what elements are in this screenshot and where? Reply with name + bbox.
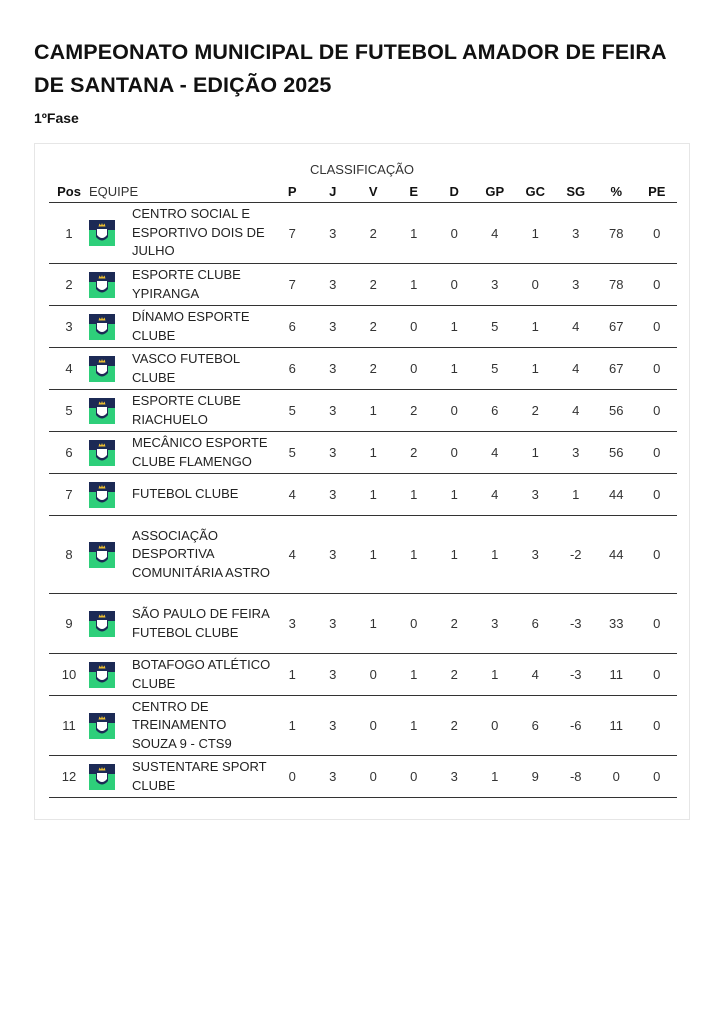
team-crest-icon — [89, 611, 115, 637]
row-badge — [89, 474, 132, 516]
row-goals-for: 4 — [475, 432, 516, 474]
table-row — [49, 390, 677, 432]
header-percentage: % — [596, 180, 637, 203]
row-team: CENTRO SOCIAL E ESPORTIVO DOIS DE JULHO — [132, 203, 272, 264]
row-goals-against: 6 — [515, 696, 556, 756]
row-team: DÍNAMO ESPORTE CLUBE — [132, 306, 272, 348]
row-points: 7 — [272, 264, 313, 306]
team-crest-icon — [89, 542, 115, 568]
row-points: 6 — [272, 306, 313, 348]
row-pe: 0 — [637, 264, 678, 306]
row-goal-difference: 4 — [556, 348, 597, 390]
row-goals-against: 6 — [515, 594, 556, 654]
row-team: SUSTENTARE SPORT CLUBE — [132, 756, 272, 798]
table-row — [49, 594, 677, 654]
row-goals-against: 3 — [515, 474, 556, 516]
row-pe: 0 — [637, 348, 678, 390]
row-goals-for: 3 — [475, 594, 516, 654]
team-crest-icon — [89, 272, 115, 298]
row-goal-difference: -2 — [556, 516, 597, 594]
header-points: P — [272, 180, 313, 203]
row-team: ESPORTE CLUBE RIACHUELO — [132, 390, 272, 432]
row-pe: 0 — [637, 756, 678, 798]
table-row — [49, 203, 677, 264]
row-percentage: 56 — [596, 390, 637, 432]
row-pe: 0 — [637, 696, 678, 756]
row-points: 4 — [272, 516, 313, 594]
row-losses: 1 — [434, 306, 475, 348]
row-points: 5 — [272, 390, 313, 432]
row-goal-difference: 4 — [556, 306, 597, 348]
team-crest-icon — [89, 398, 115, 424]
row-goal-difference: 3 — [556, 203, 597, 264]
team-crest-icon — [89, 314, 115, 340]
row-goals-against: 1 — [515, 306, 556, 348]
header-row — [49, 180, 677, 203]
row-points: 4 — [272, 474, 313, 516]
row-goal-difference: 3 — [556, 432, 597, 474]
row-pe: 0 — [637, 516, 678, 594]
row-wins: 0 — [353, 756, 394, 798]
row-losses: 0 — [434, 203, 475, 264]
row-wins: 2 — [353, 348, 394, 390]
table-row — [49, 432, 677, 474]
row-losses: 1 — [434, 474, 475, 516]
team-crest-icon — [89, 662, 115, 688]
row-team: ESPORTE CLUBE YPIRANGA — [132, 264, 272, 306]
row-pe: 0 — [637, 306, 678, 348]
row-losses: 1 — [434, 516, 475, 594]
row-wins: 1 — [353, 594, 394, 654]
row-goals-for: 4 — [475, 203, 516, 264]
row-wins: 1 — [353, 390, 394, 432]
row-badge — [89, 432, 132, 474]
row-wins: 0 — [353, 654, 394, 696]
row-pos: 9 — [49, 594, 89, 654]
row-losses: 2 — [434, 654, 475, 696]
row-percentage: 44 — [596, 474, 637, 516]
row-percentage: 78 — [596, 264, 637, 306]
header-wins: V — [353, 180, 394, 203]
row-pe: 0 — [637, 474, 678, 516]
row-goal-difference: 1 — [556, 474, 597, 516]
row-pos: 8 — [49, 516, 89, 594]
row-draws: 1 — [394, 264, 435, 306]
table-row — [49, 306, 677, 348]
table-row — [49, 756, 677, 798]
header-goals-for: GP — [475, 180, 516, 203]
row-draws: 1 — [394, 516, 435, 594]
row-team: VASCO FUTEBOL CLUBE — [132, 348, 272, 390]
row-goal-difference: 3 — [556, 264, 597, 306]
row-losses: 2 — [434, 594, 475, 654]
row-games: 3 — [313, 432, 354, 474]
row-draws: 1 — [394, 654, 435, 696]
team-crest-icon — [89, 713, 115, 739]
row-games: 3 — [313, 203, 354, 264]
row-percentage: 33 — [596, 594, 637, 654]
phase-label: 1ºFase — [34, 110, 79, 126]
row-wins: 0 — [353, 696, 394, 756]
row-wins: 1 — [353, 516, 394, 594]
row-team: FUTEBOL CLUBE — [132, 474, 272, 516]
row-points: 6 — [272, 348, 313, 390]
row-draws: 0 — [394, 756, 435, 798]
row-games: 3 — [313, 390, 354, 432]
header-goals-against: GC — [515, 180, 556, 203]
row-games: 3 — [313, 306, 354, 348]
row-badge — [89, 348, 132, 390]
row-percentage: 11 — [596, 696, 637, 756]
row-team: SÃO PAULO DE FEIRA FUTEBOL CLUBE — [132, 594, 272, 654]
row-badge — [89, 516, 132, 594]
row-badge — [89, 203, 132, 264]
row-pe: 0 — [637, 594, 678, 654]
row-goals-for: 1 — [475, 756, 516, 798]
row-team: MECÂNICO ESPORTE CLUBE FLAMENGO — [132, 432, 272, 474]
row-draws: 1 — [394, 203, 435, 264]
row-badge — [89, 306, 132, 348]
header-games: J — [313, 180, 354, 203]
row-goal-difference: -8 — [556, 756, 597, 798]
team-crest-icon — [89, 356, 115, 382]
row-goals-for: 1 — [475, 654, 516, 696]
row-games: 3 — [313, 474, 354, 516]
row-pos: 3 — [49, 306, 89, 348]
row-goal-difference: -3 — [556, 594, 597, 654]
table-row — [49, 264, 677, 306]
team-crest-icon — [89, 764, 115, 790]
row-pe: 0 — [637, 432, 678, 474]
row-losses: 3 — [434, 756, 475, 798]
row-pos: 1 — [49, 203, 89, 264]
team-crest-icon — [89, 440, 115, 466]
row-pe: 0 — [637, 654, 678, 696]
row-goals-for: 1 — [475, 516, 516, 594]
team-crest-icon — [89, 220, 115, 246]
row-percentage: 11 — [596, 654, 637, 696]
standings-card — [34, 143, 690, 820]
row-badge — [89, 264, 132, 306]
row-pe: 0 — [637, 203, 678, 264]
row-pos: 11 — [49, 696, 89, 756]
team-crest-icon — [89, 482, 115, 508]
row-pos: 7 — [49, 474, 89, 516]
row-draws: 2 — [394, 390, 435, 432]
row-losses: 0 — [434, 390, 475, 432]
row-games: 3 — [313, 696, 354, 756]
row-goals-against: 1 — [515, 348, 556, 390]
row-losses: 2 — [434, 696, 475, 756]
row-percentage: 44 — [596, 516, 637, 594]
page-title: CAMPEONATO MUNICIPAL DE FUTEBOL AMADOR DE FEIRA DE SANTANA - EDIÇÃO 2025 — [34, 40, 666, 97]
row-draws: 1 — [394, 474, 435, 516]
row-goals-against: 2 — [515, 390, 556, 432]
row-draws: 1 — [394, 696, 435, 756]
row-goals-against: 1 — [515, 203, 556, 264]
row-points: 3 — [272, 594, 313, 654]
row-losses: 1 — [434, 348, 475, 390]
table-row — [49, 348, 677, 390]
row-goals-for: 6 — [475, 390, 516, 432]
row-percentage: 67 — [596, 348, 637, 390]
row-wins: 2 — [353, 203, 394, 264]
row-percentage: 78 — [596, 203, 637, 264]
row-pos: 6 — [49, 432, 89, 474]
standings-table — [49, 180, 677, 798]
row-percentage: 67 — [596, 306, 637, 348]
row-goals-against: 0 — [515, 264, 556, 306]
row-wins: 2 — [353, 306, 394, 348]
table-row — [49, 474, 677, 516]
row-pos: 2 — [49, 264, 89, 306]
row-goals-against: 9 — [515, 756, 556, 798]
row-points: 7 — [272, 203, 313, 264]
table-row — [49, 516, 677, 594]
row-games: 3 — [313, 654, 354, 696]
row-goals-against: 4 — [515, 654, 556, 696]
row-pos: 5 — [49, 390, 89, 432]
row-pe: 0 — [637, 390, 678, 432]
row-goal-difference: -6 — [556, 696, 597, 756]
row-wins: 2 — [353, 264, 394, 306]
row-goals-for: 5 — [475, 348, 516, 390]
row-badge — [89, 654, 132, 696]
row-draws: 2 — [394, 432, 435, 474]
row-losses: 0 — [434, 432, 475, 474]
header-pe: PE — [637, 180, 678, 203]
row-draws: 0 — [394, 348, 435, 390]
row-percentage: 56 — [596, 432, 637, 474]
row-goals-for: 3 — [475, 264, 516, 306]
row-badge — [89, 390, 132, 432]
row-badge — [89, 594, 132, 654]
header-draws: E — [394, 180, 435, 203]
header-pos: Pos — [49, 180, 89, 203]
row-team: CENTRO DE TREINAMENTO SOUZA 9 - CTS9 — [132, 696, 272, 756]
row-goals-against: 3 — [515, 516, 556, 594]
row-wins: 1 — [353, 432, 394, 474]
row-goals-for: 0 — [475, 696, 516, 756]
header-goal-difference: SG — [556, 180, 597, 203]
row-badge — [89, 756, 132, 798]
row-goals-for: 5 — [475, 306, 516, 348]
row-points: 0 — [272, 756, 313, 798]
row-losses: 0 — [434, 264, 475, 306]
row-points: 1 — [272, 654, 313, 696]
row-games: 3 — [313, 756, 354, 798]
row-badge — [89, 696, 132, 756]
row-pos: 4 — [49, 348, 89, 390]
table-caption: CLASSIFICAÇÃO — [309, 162, 415, 177]
row-wins: 1 — [353, 474, 394, 516]
row-draws: 0 — [394, 594, 435, 654]
row-team: ASSOCIAÇÃO DESPORTIVA COMUNITÁRIA ASTRO — [132, 516, 272, 594]
row-draws: 0 — [394, 306, 435, 348]
row-games: 3 — [313, 264, 354, 306]
row-games: 3 — [313, 516, 354, 594]
row-pos: 12 — [49, 756, 89, 798]
row-goals-against: 1 — [515, 432, 556, 474]
row-games: 3 — [313, 348, 354, 390]
table-row — [49, 654, 677, 696]
row-team: BOTAFOGO ATLÉTICO CLUBE — [132, 654, 272, 696]
row-goals-for: 4 — [475, 474, 516, 516]
table-row — [49, 696, 677, 756]
row-goal-difference: -3 — [556, 654, 597, 696]
row-points: 5 — [272, 432, 313, 474]
row-points: 1 — [272, 696, 313, 756]
row-games: 3 — [313, 594, 354, 654]
header-losses: D — [434, 180, 475, 203]
header-team: EQUIPE — [89, 180, 272, 203]
row-percentage: 0 — [596, 756, 637, 798]
row-goal-difference: 4 — [556, 390, 597, 432]
row-pos: 10 — [49, 654, 89, 696]
